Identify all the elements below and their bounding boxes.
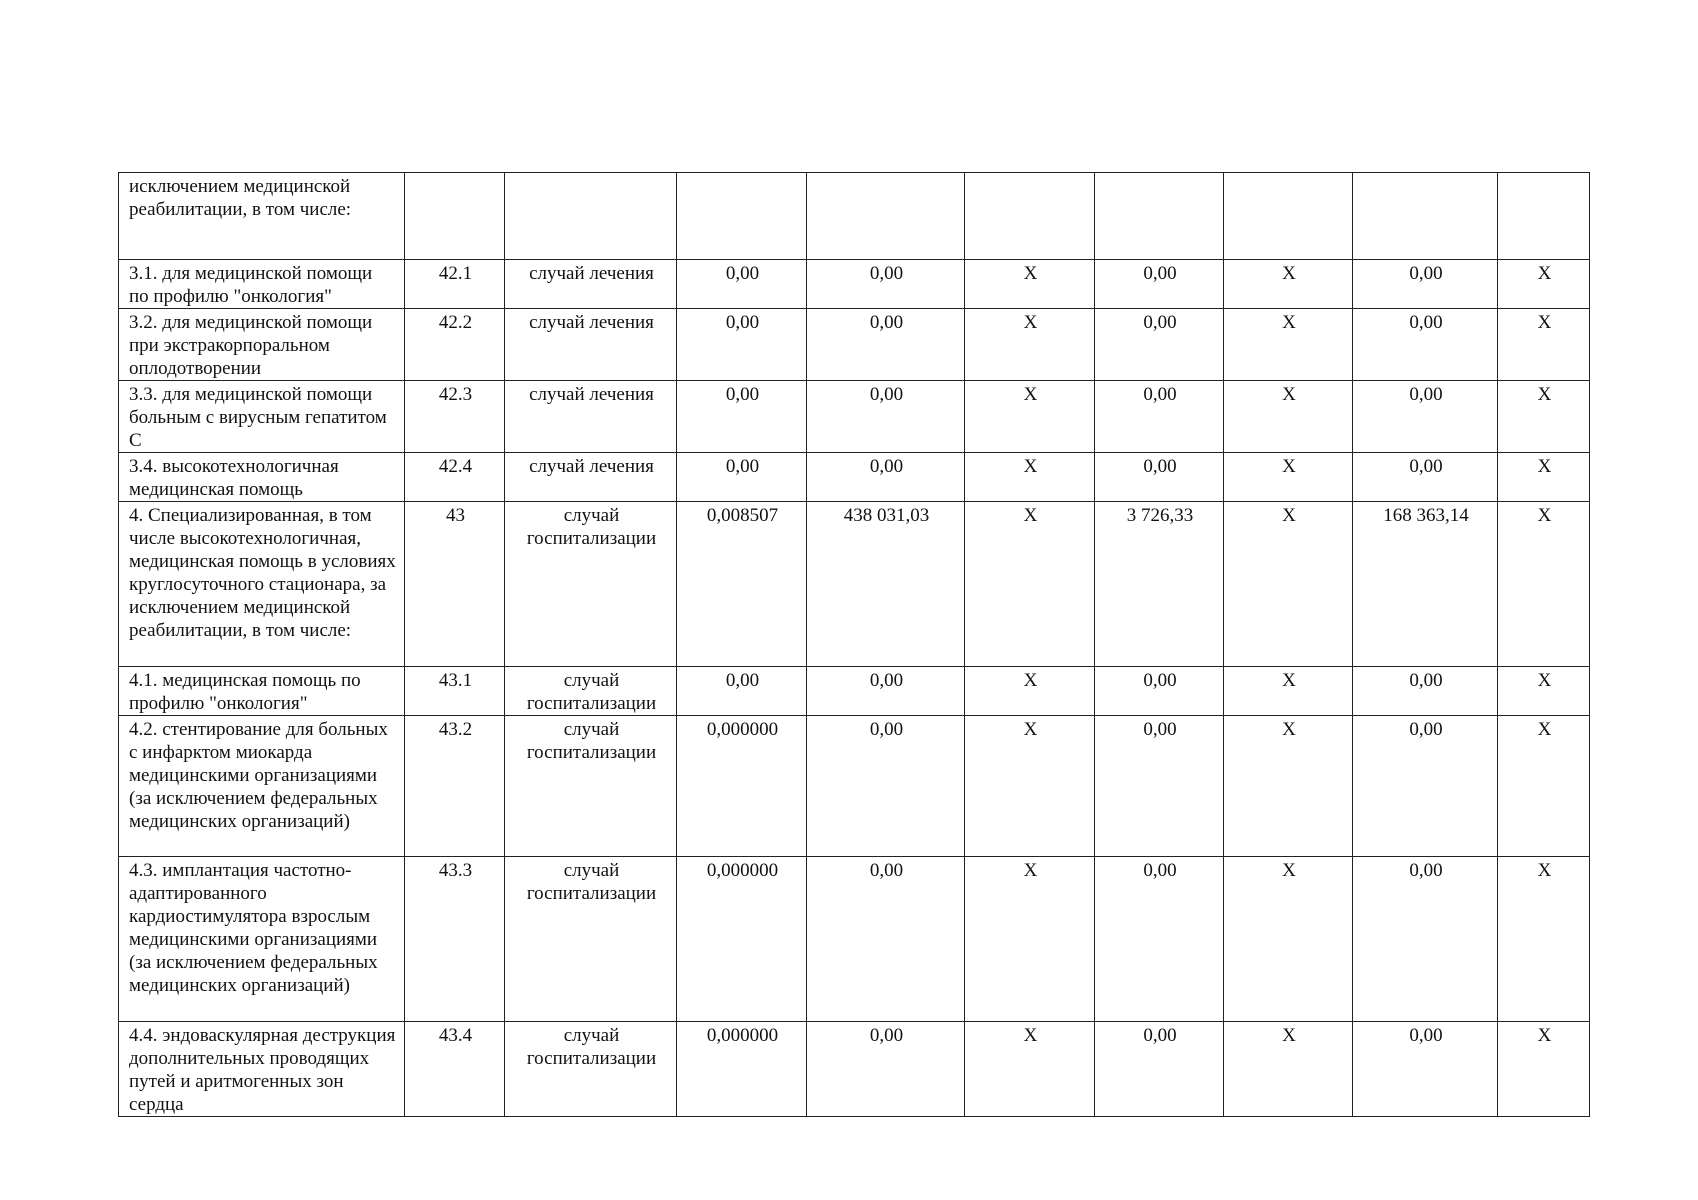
value-cell-7: X [1498,857,1590,1022]
value-cell-6: 0,00 [1353,453,1498,502]
table-row [119,381,1590,453]
table-row [119,716,1590,857]
unit-cell: случай лечения [505,453,677,502]
value-cell-1: 0,00 [677,260,807,309]
table-row [119,309,1590,381]
value-cell-4: 0,00 [1095,716,1224,857]
unit-cell [505,173,677,260]
unit-cell: случай лечения [505,260,677,309]
row-number-cell: 42.2 [405,309,505,381]
value-cell-4: 3 726,33 [1095,502,1224,667]
value-cell-7: X [1498,309,1590,381]
value-cell-7: X [1498,716,1590,857]
value-cell-1: 0,00 [677,667,807,716]
row-number-cell [405,173,505,260]
value-cell-2: 0,00 [807,381,965,453]
unit-cell: случай лечения [505,309,677,381]
value-cell-1: 0,00 [677,309,807,381]
row-number-cell: 42.1 [405,260,505,309]
value-cell-3: X [965,857,1095,1022]
value-cell-3 [965,173,1095,260]
value-cell-6: 0,00 [1353,381,1498,453]
value-cell-4: 0,00 [1095,381,1224,453]
row-name-cell: 3.1. для медицинской помощи по профилю "онкология" [119,260,405,309]
value-cell-7: X [1498,381,1590,453]
unit-cell: случай госпитализации [505,667,677,716]
value-cell-1: 0,000000 [677,857,807,1022]
value-cell-1: 0,000000 [677,1022,807,1117]
value-cell-3: X [965,381,1095,453]
value-cell-5: X [1224,857,1353,1022]
value-cell-2: 0,00 [807,857,965,1022]
value-cell-6 [1353,173,1498,260]
unit-cell: случай госпитализации [505,502,677,667]
unit-cell: случай госпитализации [505,857,677,1022]
row-name-cell: исключением медицинской реабилитации, в том числе: [119,173,405,260]
value-cell-3: X [965,1022,1095,1117]
value-cell-2: 0,00 [807,260,965,309]
table-row [119,1022,1590,1117]
table-row [119,857,1590,1022]
value-cell-4: 0,00 [1095,857,1224,1022]
value-cell-2: 0,00 [807,667,965,716]
value-cell-3: X [965,502,1095,667]
value-cell-2: 0,00 [807,1022,965,1117]
table-row [119,667,1590,716]
row-number-cell: 43.3 [405,857,505,1022]
value-cell-5: X [1224,381,1353,453]
value-cell-3: X [965,667,1095,716]
value-cell-1: 0,000000 [677,716,807,857]
value-cell-4: 0,00 [1095,309,1224,381]
value-cell-2: 0,00 [807,309,965,381]
value-cell-5 [1224,173,1353,260]
value-cell-2: 0,00 [807,716,965,857]
value-cell-5: X [1224,667,1353,716]
value-cell-2: 0,00 [807,453,965,502]
value-cell-1: 0,00 [677,381,807,453]
value-cell-4: 0,00 [1095,1022,1224,1117]
row-number-cell: 42.4 [405,453,505,502]
value-cell-7: X [1498,453,1590,502]
value-cell-4: 0,00 [1095,667,1224,716]
row-name-cell: 4.1. медицинская помощь по профилю "онкология" [119,667,405,716]
value-cell-6: 0,00 [1353,667,1498,716]
value-cell-2 [807,173,965,260]
value-cell-4 [1095,173,1224,260]
value-cell-1: 0,00 [677,453,807,502]
value-cell-6: 0,00 [1353,1022,1498,1117]
row-name-cell: 3.3. для медицинской помощи больным с вирусным гепатитом С [119,381,405,453]
value-cell-6: 0,00 [1353,309,1498,381]
row-name-cell: 4. Специализированная, в том числе высокотехнологичная, медицинская помощь в условиях круглосуточного стационара, за исключением медицинской реабилитации, в том числе: [119,502,405,667]
row-number-cell: 43.2 [405,716,505,857]
value-cell-3: X [965,716,1095,857]
value-cell-4: 0,00 [1095,260,1224,309]
unit-cell: случай лечения [505,381,677,453]
value-cell-5: X [1224,502,1353,667]
table-row [119,502,1590,667]
row-number-cell: 42.3 [405,381,505,453]
value-cell-6: 168 363,14 [1353,502,1498,667]
value-cell-7: X [1498,502,1590,667]
table-body [119,173,1590,1117]
value-cell-5: X [1224,716,1353,857]
value-cell-5: X [1224,1022,1353,1117]
value-cell-7 [1498,173,1590,260]
row-name-cell: 3.2. для медицинской помощи при экстракорпоральном оплодотворении [119,309,405,381]
value-cell-7: X [1498,667,1590,716]
row-name-cell: 4.4. эндоваскулярная деструкция дополнительных проводящих путей и аритмогенных зон сердца [119,1022,405,1117]
row-number-cell: 43.4 [405,1022,505,1117]
value-cell-1 [677,173,807,260]
value-cell-2: 438 031,03 [807,502,965,667]
unit-cell: случай госпитализации [505,716,677,857]
value-cell-6: 0,00 [1353,260,1498,309]
value-cell-5: X [1224,260,1353,309]
value-cell-3: X [965,309,1095,381]
row-number-cell: 43 [405,502,505,667]
value-cell-5: X [1224,309,1353,381]
row-name-cell: 4.3. имплантация частотно-адаптированного кардиостимулятора взрослым медицинскими организациями (за исключением федеральных медицинских организаций) [119,857,405,1022]
value-cell-3: X [965,260,1095,309]
value-cell-4: 0,00 [1095,453,1224,502]
table-row [119,173,1590,260]
value-cell-6: 0,00 [1353,857,1498,1022]
value-cell-3: X [965,453,1095,502]
unit-cell: случай госпитализации [505,1022,677,1117]
row-name-cell: 4.2. стентирование для больных с инфарктом миокарда медицинскими организациями (за исключением федеральных медицинских организаций) [119,716,405,857]
table-row [119,260,1590,309]
row-number-cell: 43.1 [405,667,505,716]
value-cell-7: X [1498,1022,1590,1117]
value-cell-5: X [1224,453,1353,502]
value-cell-6: 0,00 [1353,716,1498,857]
value-cell-1: 0,008507 [677,502,807,667]
table-row [119,453,1590,502]
value-cell-7: X [1498,260,1590,309]
row-name-cell: 3.4. высокотехнологичная медицинская помощь [119,453,405,502]
data-table [118,172,1590,1117]
